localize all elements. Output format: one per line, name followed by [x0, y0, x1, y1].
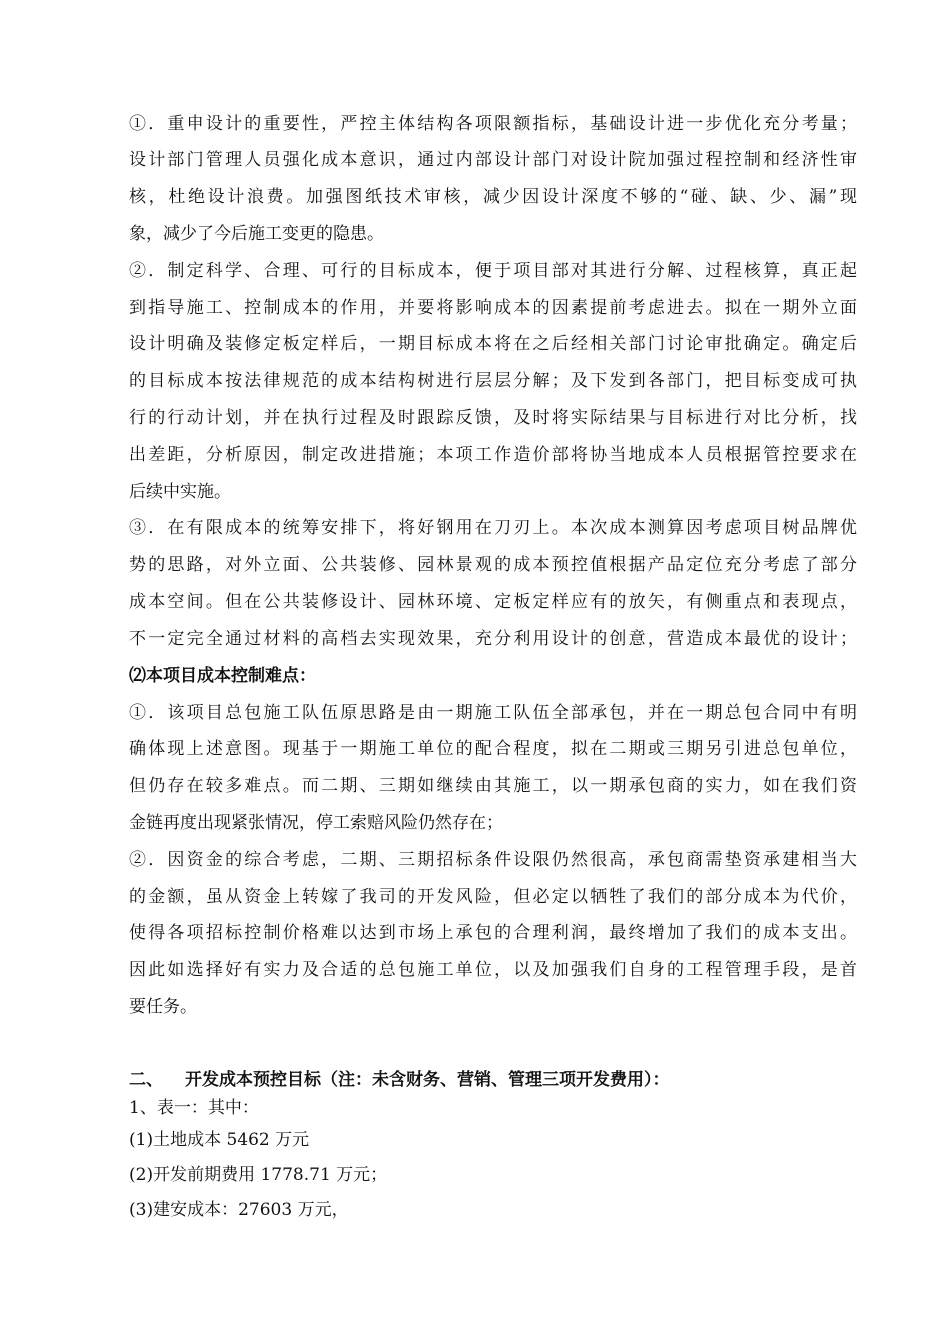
- text-line: 后续中实施。: [129, 482, 231, 502]
- text-line: ②．因资金的综合考虑，二期、三期招标条件设限仍然很高，承包商需垫资承建相当大: [129, 850, 857, 870]
- text-line: 不一定完全通过材料的高档去实现效果，充分利用设计的创意，营造成本最优的设计；: [129, 629, 857, 649]
- list-item: (1)土地成本 5462 万元: [129, 1130, 310, 1150]
- text-line: 确体现上述意图。现基于一期施工单位的配合程度，拟在二期或三期另引进总包单位，: [129, 739, 857, 759]
- text-line: 成本空间。但在公共装修设计、园林环境、定板定样应有的放矢，有侧重点和表现点，: [129, 592, 857, 612]
- list-intro: 1、表一：其中：: [129, 1098, 259, 1118]
- text-line: 的金额，虽从资金上转嫁了我司的开发风险，但必定以牺牲了我们的部分成本为代价，: [129, 887, 857, 907]
- text-line: 的目标成本按法律规范的成本结构树进行层层分解；及下发到各部门，把目标变成可执: [129, 371, 857, 391]
- section-title-text: 开发成本预控目标（注：未含财务、营销、管理三项开发费用）：: [185, 1070, 670, 1090]
- text-line: ①．重申设计的重要性，严控主体结构各项限额指标，基础设计进一步优化充分考量；: [129, 114, 857, 134]
- text-line: 到指导施工、控制成本的作用，并要将影响成本的因素提前考虑进去。拟在一期外立面: [129, 298, 857, 318]
- list-item: (2)开发前期费用 1778.71 万元；: [129, 1165, 388, 1185]
- text-line: 象，减少了今后施工变更的隐患。: [129, 224, 384, 244]
- list-item: (3)建安成本：27603 万元，: [129, 1200, 349, 1220]
- text-line: 势的思路，对外立面、公共装修、园林景观的成本预控值根据产品定位充分考虑了部分: [129, 555, 857, 575]
- text-line: 但仍存在较多难点。而二期、三期如继续由其施工，以一期承包商的实力，如在我们资: [129, 776, 857, 796]
- text-line: ②．制定科学、合理、可行的目标成本，便于项目部对其进行分解、过程核算，真正起: [129, 261, 857, 281]
- text-line: 出差距，分析原因，制定改进措施；本项工作造价部将协当地成本人员根据管控要求在: [129, 445, 857, 465]
- text-line: 要任务。: [129, 997, 197, 1017]
- text-line: ①．该项目总包施工队伍原思路是由一期施工队伍全部承包，并在一期总包合同中有明: [129, 703, 857, 723]
- text-line: 设计部门管理人员强化成本意识，通过内部设计部门对设计院加强过程控制和经济性审: [129, 150, 857, 170]
- text-line: 设计明确及装修定板定样后，一期目标成本将在之后经相关部门讨论审批确定。确定后: [129, 334, 857, 354]
- text-line: 核，杜绝设计浪费。加强图纸技术审核，减少因设计深度不够的“碰、缺、少、漏”现: [129, 187, 857, 207]
- text-line: 行的行动计划，并在执行过程及时跟踪反馈，及时将实际结果与目标进行对比分析，找: [129, 408, 857, 428]
- text-line: 因此如选择好有实力及合适的总包施工单位，以及加强我们自身的工程管理手段，是首: [129, 960, 857, 980]
- section-heading: ⑵本项目成本控制难点：: [129, 666, 316, 686]
- section-number: 二、: [129, 1070, 163, 1090]
- text-line: ③．在有限成本的统筹安排下，将好钢用在刀刃上。本次成本测算因考虑项目树品牌优: [129, 518, 857, 538]
- text-line: 金链再度出现紧张情况，停工索赔风险仍然存在；: [129, 813, 503, 833]
- text-line: 使得各项招标控制价格难以达到市场上承包的合理利润，最终增加了我们的成本支出。: [129, 923, 857, 943]
